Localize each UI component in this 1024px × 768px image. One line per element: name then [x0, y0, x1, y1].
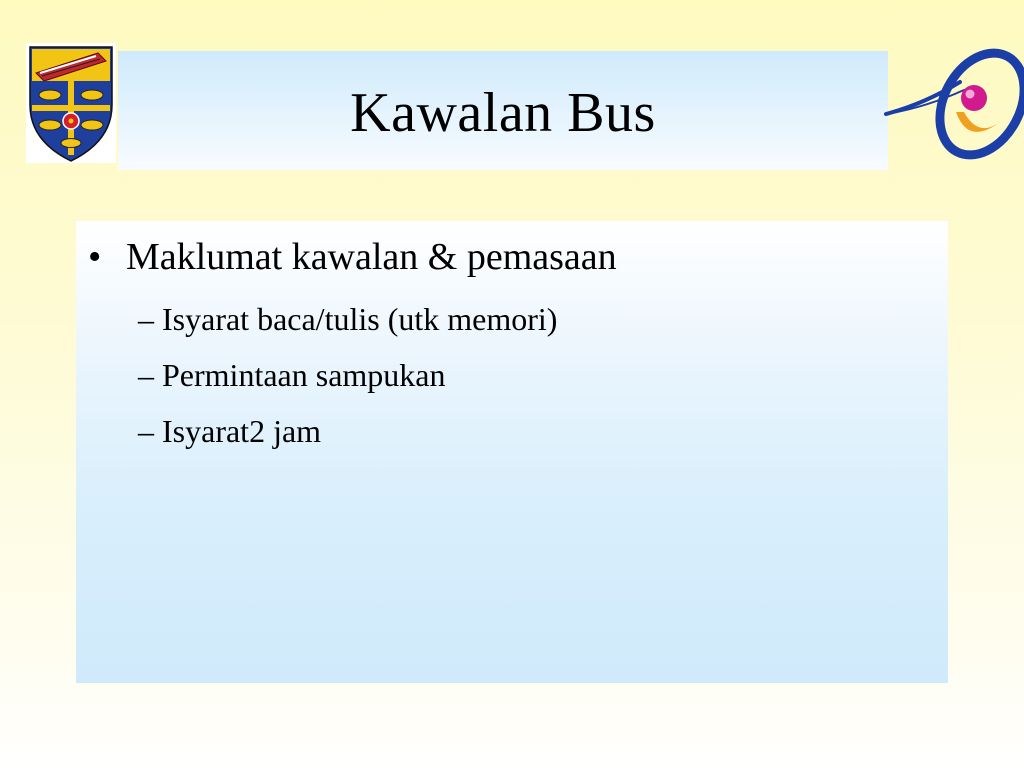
university-crest-icon [26, 43, 116, 163]
sub-bullet-marker: – [138, 413, 154, 449]
sub-bullet-item [138, 357, 445, 394]
sub-bullet-text: Isyarat2 jam [162, 413, 322, 449]
sub-bullet-marker: – [138, 357, 154, 393]
orbit-emblem-icon [884, 42, 1024, 164]
bullet-item [88, 235, 617, 279]
sub-bullet-text: Isyarat baca/tulis (utk memori) [162, 301, 558, 337]
sub-bullet-item [138, 413, 321, 450]
title-panel [118, 51, 888, 170]
sub-bullet-item [138, 301, 557, 338]
bullet-marker: • [88, 236, 102, 278]
content-panel [76, 221, 948, 683]
bullet-text: Maklumat kawalan & pemasaan [126, 236, 617, 278]
slide-title: Kawalan Bus [350, 81, 656, 144]
sub-bullet-text: Permintaan sampukan [162, 357, 446, 393]
sub-bullet-marker: – [138, 301, 154, 337]
